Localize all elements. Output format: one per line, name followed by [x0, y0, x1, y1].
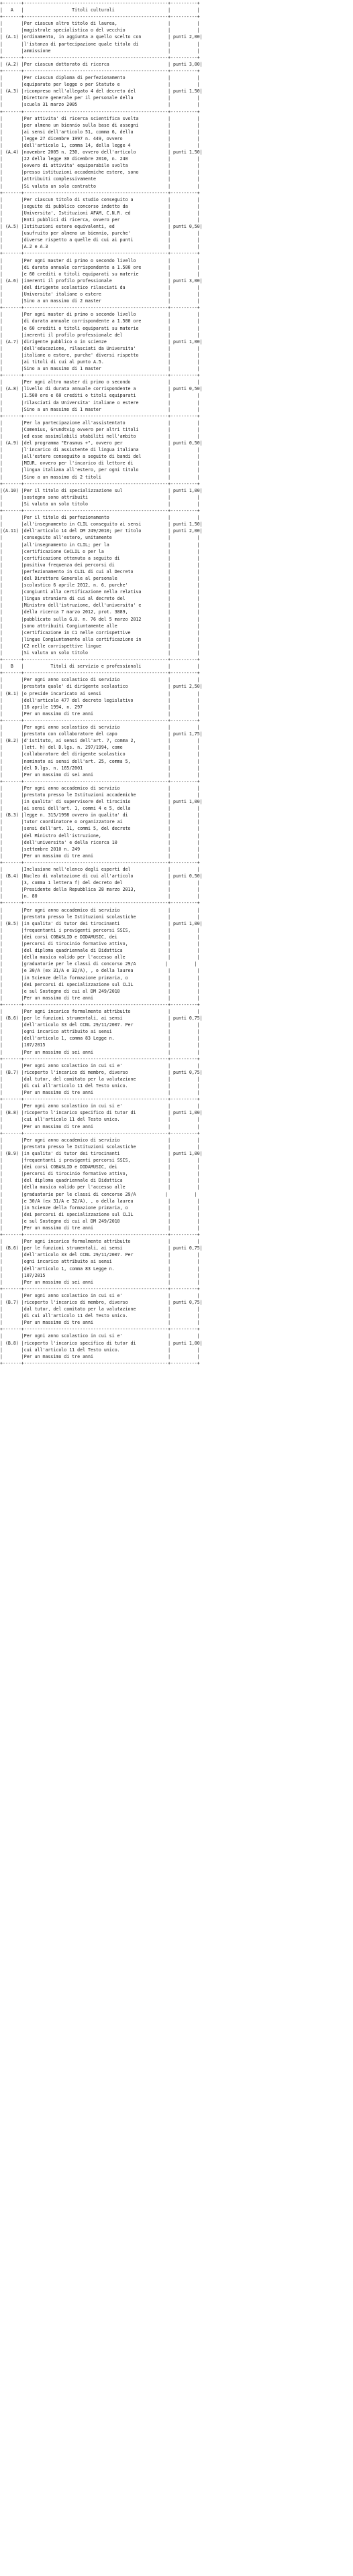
- table-text-line: | |sono attribuiti Congiuntamente alle | |: [0, 623, 200, 629]
- table-text-line: | (B.8) |ricoperto l'incarico specifico di tutor di | punti 1,00|: [0, 1340, 203, 1346]
- table-text-line: | |Universita', Istituzioni AFAM, C.N.R. ed | |: [0, 210, 200, 216]
- table-text-line: | |usufruito per almeno un biennio, purche' | |: [0, 231, 200, 237]
- table-text-line: | |dei corsi COBASLID e DIDAMUSIC, dei | |: [0, 1164, 200, 1170]
- table-text-line: | (B.7) |ricoperto l'incarico di membro, diverso | punti 0,75|: [0, 1069, 203, 1075]
- table-text-line: | |cui all'articolo 11 del Testo unico. | |: [0, 1347, 200, 1353]
- table-text-line: | |MIUR, ovvero per l'incarico di lettore di | |: [0, 461, 200, 467]
- table-text-line: | |Per ogni anno accademico di servizio | |: [0, 785, 200, 791]
- table-text-line: | |dei corsi COBASLID e DIDAMUSIC, dei | |: [0, 934, 200, 940]
- table-text-line: | |ogni incarico attribuito ai sensi | |: [0, 1259, 200, 1265]
- table-text-line: | |all'insegnamento in CLIL; per la | |: [0, 542, 200, 548]
- table-text-line: | |del diploma quadriennale di Didattica | |: [0, 1178, 200, 1184]
- table-text-line: | |Per ogni anno accademico di servizio | |: [0, 907, 200, 913]
- table-text-line: | |in Scienze della formazione primaria, o | |: [0, 1205, 200, 1211]
- table-rule-line: +-------+------------------------------------------------------+----------+: [0, 373, 200, 379]
- table-text-line: | |Per un massimo di sei anni | |: [0, 1049, 200, 1055]
- table-text-line: | |Universita' italiane o estere | |: [0, 292, 200, 298]
- table-text-line: | |cui all'articolo 11 del Testo unico. | |: [0, 1117, 200, 1123]
- table-text-line: | |della musica valido per l'accesso alle | |: [0, 955, 200, 961]
- table-text-line: | (A.6) |inerenti il profilo professionale | punti 3,00|: [0, 278, 203, 284]
- table-text-line: | |in Scienze della formazione primaria, o | |: [0, 975, 200, 981]
- table-text-line: | (B.8) |ricoperto l'incarico specifico di tutor di | punti 1,00|: [0, 1110, 203, 1116]
- table-text-line: | |107/2015 | |: [0, 1042, 200, 1048]
- table-text-line: | |frequentanti i previgenti percorsi SSIS, | |: [0, 1158, 200, 1164]
- table-text-line: | |Ministro dell'istruzione, dell'universita' e | |: [0, 603, 200, 609]
- table-text-line: | |e 60 crediti o titoli equiparati su materie | |: [0, 325, 200, 331]
- table-text-line: | |22 della legge 30 dicembre 2010, n. 240 | |: [0, 156, 200, 162]
- table-text-line: | (A.1) |ordinamento, in aggiunta a quello scelto con | punti 2,00|: [0, 34, 203, 40]
- table-text-line: |(A.10) |Per il titolo di specializzazione sul | punti 1,00|: [0, 487, 203, 493]
- table-rule-line: +-------+------------------------------------------------------+----------+: [0, 1097, 200, 1103]
- table-rule-line: +-------+------------------------------------------------------+----------+: [0, 1360, 200, 1366]
- table-text-line: | |Per un massimo di tre anni | |: [0, 1320, 200, 1326]
- table-text-line: | (A.7) |dirigente pubblico o in scienze | punti 1,00|: [0, 339, 203, 345]
- table-text-line: | |di durata annuale corrispondente a 1.500 ore | |: [0, 264, 200, 270]
- table-text-line: | |Per ogni anno scolastico di servizio | |: [0, 677, 200, 683]
- table-text-line: | A | Titoli culturali | |: [0, 7, 200, 13]
- table-text-line: | (A.5) |Istituzioni estere equivalenti, ed | punti 0,50|: [0, 224, 203, 230]
- table-text-line: | |C2 nelle corrispettive lingue | |: [0, 643, 200, 649]
- table-text-line: | |di cui all'articolo 11 del Testo unico. | |: [0, 1083, 200, 1089]
- table-text-line: | |pubblicato sulla G.U. n. 76 del 5 marzo 2012 | |: [0, 616, 200, 622]
- table-text-line: | |Per un massimo di tre anni | |: [0, 711, 200, 717]
- table-text-line: | |Direttore generale per il personale della | |: [0, 95, 200, 101]
- table-rule-line: +-------+------------------------------------------------------+----------+: [0, 1232, 200, 1238]
- table-text-line: | (A.4) |novembre 2005 n. 230, ovvero dell'articolo | punti 1,50|: [0, 149, 203, 156]
- table-rule-line: +-------+------------------------------------------------------+----------+: [0, 1, 200, 6]
- table-text-line: | |del Direttore Generale al personale | |: [0, 575, 200, 581]
- table-text-line: | |Per ogni incarico formalmente attribuito | |: [0, 1008, 200, 1014]
- table-text-line: | |Per ciascun altro titolo di laurea, | |: [0, 21, 200, 27]
- table-rule-line: +-------+------------------------------------------------------+----------+: [0, 1286, 200, 1292]
- table-text-line: | |Sino a un massimo di 1 master | |: [0, 406, 200, 412]
- table-text-line: | |Per ogni anno scolastico in cui si e' | |: [0, 1333, 200, 1339]
- table-text-line: | |frequentanti i previgenti percorsi SSIS, | |: [0, 927, 200, 933]
- table-text-line: | |tutor coordinatore o organizzatore ai | |: [0, 819, 200, 825]
- table-rule-line: +-------+------------------------------------------------------+----------+: [0, 14, 200, 20]
- table-text-line: | |Per un massimo di tre anni | |: [0, 1353, 200, 1359]
- table-text-line: | |e 30/A (ex 31/A e 32/A), , o della laurea | |: [0, 968, 200, 974]
- table-text-line: | |di cui all'articolo 11 del Testo unico. | |: [0, 1313, 200, 1319]
- table-text-line: | |ovvero di attivita' equiparabile svolta | |: [0, 163, 200, 169]
- table-text-line: | |3, comma 1 lettera f) del decreto del | |: [0, 880, 200, 886]
- table-rule-line: +-------+------------------------------------------------------+----------+: [0, 413, 200, 419]
- table-text-line: | |dell'articolo 33 del CCNL 29/11/2007. Per | |: [0, 1252, 200, 1258]
- table-text-line: | |l'incarico di assistente di lingua italiana | |: [0, 447, 200, 453]
- table-text-line: | |perfezionamento in CLIL di cui al Decreto | |: [0, 568, 200, 574]
- table-rule-line: +-------+------------------------------------------------------+----------+: [0, 305, 200, 311]
- table-text-line: | |dei percorsi di specializzazione sul CLIL | |: [0, 1211, 200, 1217]
- table-text-line: | |Per ogni altro master di primo o secondo | |: [0, 379, 200, 385]
- table-text-line: | |Si valuta un solo contratto | |: [0, 183, 200, 189]
- table-text-line: | |dal tutor, del comitato per la valutazione | |: [0, 1306, 200, 1312]
- table-text-line: | |lingua italiana all'estero, per ogni titolo | |: [0, 467, 200, 473]
- table-text-line: | (B.1) |o preside incaricato ai sensi | |: [0, 690, 200, 696]
- table-text-line: | |prestato presso le Istituzioni accademiche | |: [0, 792, 200, 798]
- table-text-line: | |ed esse assimilabili stabiliti nell'ambito | |: [0, 434, 200, 439]
- table-text-line: | (B.6) |per le funzioni strumentali, ai sensi | punti 0,75|: [0, 1245, 203, 1251]
- table-text-line: | |graduatorie per le classi di concorso 29/A | |: [0, 961, 197, 967]
- table-text-line: | |Per ogni master di primo o secondo livello | |: [0, 257, 200, 263]
- table-text-line: | |Sino a un massimo di 2 titoli | |: [0, 474, 200, 480]
- table-text-line: | |Presidente della Repubblica 28 marzo 2013, | |: [0, 887, 200, 893]
- table-text-line: | |Si valuta un solo titolo | |: [0, 650, 200, 656]
- table-text-line: | |certificazione in C1 nelle corrispettive | |: [0, 629, 200, 635]
- table-text-line: | |seguito di pubblico concorso indetto da | |: [0, 203, 200, 209]
- table-text-line: | (A.8) |livello di durata annuale corrispondente a | punti 0,50|: [0, 386, 203, 392]
- table-text-line: | |lingua straniera di cui al decreto del | |: [0, 596, 200, 602]
- table-text-line: | |e sul Sostegno di cui al DM 249/2010 | |: [0, 988, 200, 994]
- table-text-line: | |Per ogni anno accademico di servizio | |: [0, 1137, 200, 1143]
- table-text-line: | |diverse rispetto a quelle di cui ai punti | |: [0, 237, 200, 243]
- table-text-line: | (B.9) |in qualita' di tutor dei tirocinanti | punti 1,00|: [0, 1150, 203, 1156]
- table-text-line: | |per almeno un biennio sulla base di assegni | |: [0, 122, 200, 128]
- table-rule-line: +-------+------------------------------------------------------+----------+: [0, 717, 200, 723]
- table-text-line: | |Si valuta un solo titolo | |: [0, 501, 200, 507]
- table-text-line: | |l'istanza di partecipazione quale titolo di | |: [0, 41, 200, 47]
- table-rule-line: +-------+------------------------------------------------------+----------+: [0, 778, 200, 784]
- table-text-line: | |nominato ai sensi dell'art. 25, comma 5, | |: [0, 758, 200, 764]
- table-text-line: | |rilasciati da Universita' italiane o estere | |: [0, 400, 200, 406]
- table-text-line: | |Per il titolo di perfezionamento | |: [0, 515, 200, 521]
- table-rule-line: +-------+------------------------------------------------------+----------+: [0, 251, 200, 257]
- table-text-line: | |Per un massimo di tre anni | |: [0, 995, 200, 1001]
- table-text-line: | |ogni incarico attribuito ai sensi | |: [0, 1029, 200, 1035]
- table-text-line: | |del diploma quadriennale di Didattica | |: [0, 948, 200, 954]
- table-text-line: | |sensi dell'art. 11, commi 5, del decreto | |: [0, 826, 200, 832]
- table-text-line: | |dell'articolo 1, comma 83 Legge n. | |: [0, 1036, 200, 1042]
- table-rule-line: +-------+------------------------------------------------------+----------+: [0, 900, 200, 906]
- table-text-line: | |inerenti il profilo professionale del | |: [0, 332, 200, 338]
- table-rule-line: +-------+------------------------------------------------------+----------+: [0, 481, 200, 487]
- table-text-line: | |scolastico 6 aprile 2012, n. 6, purche' | |: [0, 582, 200, 589]
- table-text-line: | (B.4) |Nucleo di valutazione di cui all'articolo | punti 0,50|: [0, 873, 203, 879]
- table-text-line: | |conseguito all'estero, unitamente | |: [0, 535, 200, 541]
- table-text-line: | B | Titoli di servizio e professionali | |: [0, 664, 200, 670]
- table-text-line: | (B.3) |legge n. 315/1998 ovvero in qualita' di | |: [0, 812, 200, 818]
- table-rule-line: +-------+------------------------------------------------------+----------+: [0, 657, 200, 663]
- table-text-line: | |Per la partecipazione all'assistentato | |: [0, 420, 200, 426]
- table-rule-line: +-------+------------------------------------------------------+----------+: [0, 68, 200, 74]
- table-text-line: | |ammissione | |: [0, 48, 200, 54]
- table-text-line: | |dal tutor, del comitato per la valutazione | |: [0, 1076, 200, 1082]
- table-text-line: | |equiparato per legge o per Statuto e | |: [0, 82, 200, 88]
- table-text-line: | |Sino a un massimo di 1 master | |: [0, 366, 200, 372]
- table-rule-line: +-------+------------------------------------------------------+----------+: [0, 1130, 200, 1136]
- table-rule-line: +-------+------------------------------------------------------+----------+: [0, 109, 200, 115]
- table-text-line: | |ai titoli di cui al punto A.5. | |: [0, 359, 200, 365]
- table-text-line: | |collaboratore del dirigente scolastico | |: [0, 751, 200, 757]
- table-text-line: | |certificazione ottenuta a seguito di | |: [0, 555, 200, 561]
- table-text-line: | (B.6) |per le funzioni strumentali, ai sensi | punti 0,75|: [0, 1016, 203, 1022]
- table-text-line: | |dei percorsi di specializzazione sul CLIL | |: [0, 981, 200, 987]
- table-rule-line: +-------+------------------------------------------------------+----------+: [0, 670, 200, 676]
- table-text-line: | |Per ciascun titolo di studio conseguito a | |: [0, 196, 200, 202]
- table-text-line: | |ai sensi dell'articolo 51, comma 6, della | |: [0, 129, 200, 135]
- table-text-line: | |lett. h) del D.lgs. n. 297/1994, come | |: [0, 745, 200, 751]
- table-text-line: | |magistrale specialistica o del vecchio | |: [0, 27, 200, 34]
- table-text-line: | |Per ogni anno scolastico in cui si e' | |: [0, 1292, 200, 1298]
- table-text-line: | |prestato con collaboratore del capo | punti 1,75|: [0, 731, 203, 737]
- table-text-line: | |di durata annuale corrispondente a 1.500 ore | |: [0, 318, 200, 324]
- table-text-line: | |prestato presso le Istituzioni scolastiche | |: [0, 914, 200, 920]
- table-text-line: | |Per ogni master di primo o secondo livello | |: [0, 312, 200, 318]
- table-text-line: | |Per un massimo di tre anni | |: [0, 1225, 200, 1231]
- table-text-line: | (A.2) |Per ciascun dottorato di ricerca | punti 3,00|: [0, 61, 203, 67]
- table-text-line: | |Per un massimo di tre anni | |: [0, 1090, 200, 1096]
- table-text-line: | |e 30/A (ex 31/A e 32/A), , o della laurea | |: [0, 1198, 200, 1204]
- table-text-line: | (B.7) |ricoperto l'incarico di membro, diverso | punti 0,75|: [0, 1300, 203, 1305]
- table-text-line: | |dell'articolo 1, comma 83 Legge n. | |: [0, 1266, 200, 1272]
- table-text-line: | |107/2015 | |: [0, 1272, 200, 1278]
- table-text-line: | |Per ogni anno scolastico in cui si e' | |: [0, 1103, 200, 1109]
- table-text-line: | |Enti pubblici di ricerca, ovvero per | |: [0, 217, 200, 223]
- table-text-line: | |legge 27 dicembre 1997 n. 449, ovvero | |: [0, 135, 200, 141]
- table-text-line: | |dell'universita' e della ricerca 10 | |: [0, 839, 200, 845]
- table-text-line: | (A.3) |ricompreso nell'allegato 4 del decreto del | punti 1,50|: [0, 88, 203, 95]
- table-text-line: | |Per ogni anno scolastico di servizio | |: [0, 725, 200, 731]
- table-text-line: | |sostegno sono attribuiti | |: [0, 494, 200, 500]
- table-text-line: | |Per ogni anno scolastico in cui si e' | |: [0, 1062, 200, 1068]
- table-text-line: | |del Ministro dell'istruzione, | |: [0, 833, 200, 839]
- table-text-line: | (A.9) |del programma "Erasmus +", ovvero per | punti 0,50|: [0, 440, 203, 446]
- table-text-line: | |Per un massimo di tre anni | |: [0, 853, 200, 859]
- table-text-line: | |Per un massimo di tre anni | |: [0, 1123, 200, 1129]
- table-text-line: | |italiane o estere, purche' diversi rispetto | |: [0, 352, 200, 358]
- table-text-line: | |positiva frequenza dei percorsi di | |: [0, 562, 200, 568]
- table-text-line: | |16 aprile 1994, n. 297 | |: [0, 704, 200, 710]
- table-text-line: | |prestato presso le Istituzioni scolastiche | |: [0, 1144, 200, 1150]
- table-text-line: | |1.500 ore e 60 crediti o titoli equiparati | |: [0, 393, 200, 399]
- table-text-line: | |n. 80 | |: [0, 894, 200, 900]
- table-text-line: | |graduatorie per le classi di concorso 29/A | |: [0, 1191, 197, 1197]
- table-text-line: | |dell'articolo 1, comma 14, della legge 4 | |: [0, 142, 200, 148]
- table-text-line: | |all'estero conseguito a seguito di bandi del | |: [0, 454, 200, 460]
- table-text-line: | |Per ciascun diploma di perfezionamento | |: [0, 75, 200, 81]
- table-text-line: | |dell'articolo 477 del decreto legislativo | |: [0, 697, 200, 703]
- table-text-line: | |Sino a un massimo di 2 master | |: [0, 298, 200, 304]
- table-text-line: | |prestato quale' di dirigente scolastico | punti 2,50|: [0, 684, 203, 690]
- table-text-line: | |Comenius, Grundtvig ovvero per altri titoli | |: [0, 426, 200, 432]
- table-text-line: | |percorsi di tirocinio formativo attivo, | |: [0, 1171, 200, 1177]
- table-text-line: | |e 60 crediti o titoli equiparati su materie | |: [0, 271, 200, 277]
- table-text-line: | |dell'articolo 33 del CCNL 29/11/2007. Per | |: [0, 1022, 200, 1028]
- table-text-line: | |della musica valido per l'accesso alle | |: [0, 1184, 200, 1190]
- table-text-line: | |presso istituzioni accademiche estere, sono | |: [0, 170, 200, 176]
- table-text-line: | |in qualita' di supervisore del tirocinio | punti 1,00|: [0, 799, 203, 805]
- table-rule-line: +-------+------------------------------------------------------+----------+: [0, 1056, 200, 1062]
- table-text-line: | |settembre 2010 n. 249 | |: [0, 846, 200, 852]
- table-text-line: | |certificazione CeCLIL o per la | |: [0, 548, 200, 554]
- table-rule-line: +-------+------------------------------------------------------+----------+: [0, 859, 200, 865]
- table-rule-line: +-------+------------------------------------------------------+----------+: [0, 54, 200, 60]
- table-rule-line: +-------+------------------------------------------------------+----------+: [0, 190, 200, 196]
- table-text-line: | |all'insegnamento in CLIL conseguito ai sensi | punti 1,50|: [0, 522, 203, 528]
- table-text-line: |(A.11) |dell'articolo 14 del DM 249/2010; per titolo | punti 2,00|: [0, 528, 203, 534]
- table-text-line: | |lingue Congiuntamente alla certificazione in | |: [0, 636, 200, 642]
- table-text-line: | (B.2) |d'istituto, ai sensi dell'art. 7, comma 2, | |: [0, 738, 200, 744]
- table-rule-line: +-------+------------------------------------------------------+----------+: [0, 508, 200, 514]
- table-text-line: | |A.2 e A.3 | |: [0, 244, 200, 250]
- table-text-line: | (B.5) |in qualita' di tutor dei tirocinanti | punti 1,00|: [0, 920, 203, 926]
- table-text-line: | |Per un massimo di sei anni | |: [0, 1279, 200, 1285]
- table-text-line: | |Per ogni incarico formalmente attribuito | |: [0, 1239, 200, 1245]
- table-text-line: | |Per un massimo di sei anni | |: [0, 772, 200, 778]
- table-rule-line: +-------+------------------------------------------------------+----------+: [0, 1001, 200, 1007]
- table-text-line: | |ai sensi dell'art. 1, commi 4 e 5, della | |: [0, 806, 200, 812]
- table-text-line: | |scuola 31 marzo 2005 | |: [0, 102, 200, 108]
- table-text-line: | |dell'educazione, rilasciati da Universita' | |: [0, 345, 200, 351]
- table-text-line: | |congiunti alla certificazione nella relativa | |: [0, 589, 200, 595]
- table-rule-line: +-------+------------------------------------------------------+----------+: [0, 1327, 200, 1333]
- table-text-line: | |Inclusione nell'elenco degli esperti del | |: [0, 867, 200, 872]
- table-text-line: | |della ricerca 7 marzo 2012, prot. 3889, | |: [0, 609, 200, 615]
- table-text-line: | |Per attivita' di ricerca scientifica svolta | |: [0, 115, 200, 121]
- table-text-line: | |attribuiti complessivamente | |: [0, 176, 200, 182]
- table-text-line: | |e sul Sostegno di cui al DM 249/2010 | |: [0, 1218, 200, 1224]
- table-text-line: | |del D.lgs. n. 165/2001 | |: [0, 765, 200, 771]
- table-text-line: | |del dirigente scolastico rilasciati da | |: [0, 284, 200, 290]
- table-text-line: | |percorsi di tirocinio formativo attivo, | |: [0, 941, 200, 947]
